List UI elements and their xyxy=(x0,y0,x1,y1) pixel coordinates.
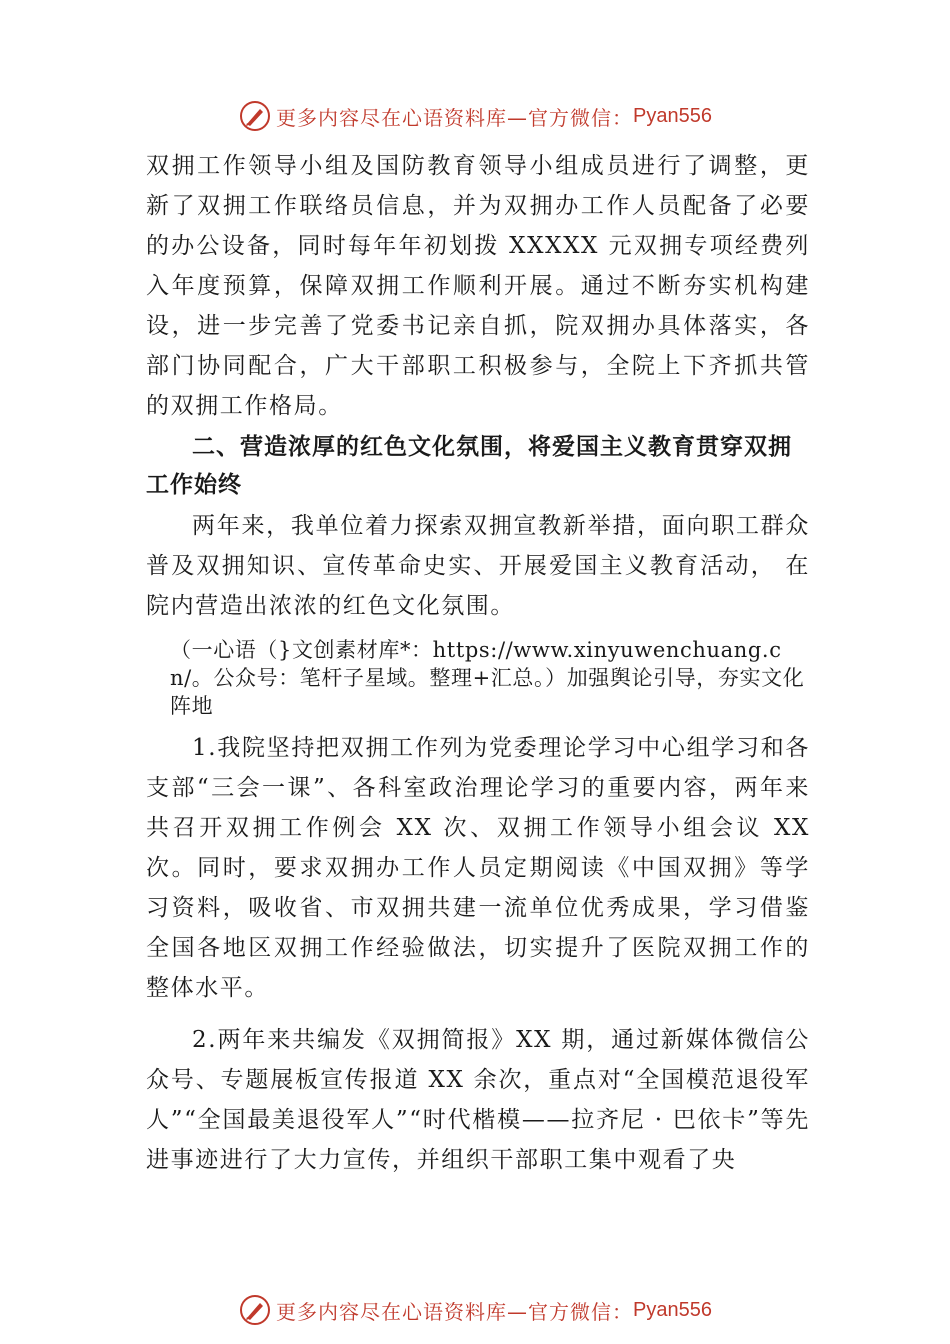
document-body xyxy=(146,146,810,1180)
section-heading-2: 二、营造浓厚的红色文化氛围，将爱国主义教育贯穿双拥工作始终 xyxy=(146,434,792,498)
paragraph-3: 1.我院坚持把双拥工作列为党委理论学习中心组学习和各支部“三会一课”、各科室政治理论学习的重要内容，两年来共召开双拥工作例会 XX 次、双拥工作领导小组会议 XX 次。同时，要求双拥办工作人员定期阅读《中国双拥》等学习资料，吸收省、市双拥共建一流单位优秀成果，学习借鉴全国各地区双拥工作经验做法，切实提升了医院双拥工作的整体水平。 xyxy=(146,735,810,1001)
watermark-banner-bottom xyxy=(0,1290,950,1330)
pen-logo-icon xyxy=(238,99,272,133)
watermark-id: Pyan556 xyxy=(633,1298,712,1321)
watermark-text: 更多内容尽在心语资料库—官方微信： xyxy=(276,1299,634,1324)
source-note: （一心语（}文创素材库*：https://www.xinyuwenchuang.cn/。公众号：笔杆子星域。整理+汇总。）加强舆论引导，夯实文化阵地 xyxy=(170,638,805,718)
watermark-text: 更多内容尽在心语资料库—官方微信： xyxy=(276,105,634,130)
paragraph-2: 两年来，我单位着力探索双拥宣教新举措，面向职工群众普及双拥知识、宣传革命史实、开展爱国主义教育活动， 在院内营造出浓浓的红色文化氛围。 xyxy=(146,513,810,619)
watermark-id: Pyan556 xyxy=(633,104,712,127)
paragraph-4: 2.两年来共编发《双拥简报》XX 期，通过新媒体微信公众号、专题展板宣传报道 XX 余次，重点对“全国模范退役军人”“全国最美退役军人”“时代楷模——拉齐尼 · 巴依卡”等先进事迹进行了大力宣传，并组织干部职工集中观看了央 xyxy=(146,1027,810,1173)
paragraph-1: 双拥工作领导小组及国防教育领导小组成员进行了调整，更新了双拥工作联络员信息，并为双拥办工作人员配备了必要的办公设备，同时每年年初划拨 XXXXX 元双拥专项经费列入年度预算，保障双拥工作顺利开展。通过不断夯实机构建设，进一步完善了党委书记亲自抓，院双拥办具体落实，各部门协同配合，广大干部职工积极参与，全院上下齐抓共管 的双拥工作格局。 xyxy=(146,153,810,419)
watermark-banner-top xyxy=(0,96,950,136)
pen-logo-icon xyxy=(238,1293,272,1327)
